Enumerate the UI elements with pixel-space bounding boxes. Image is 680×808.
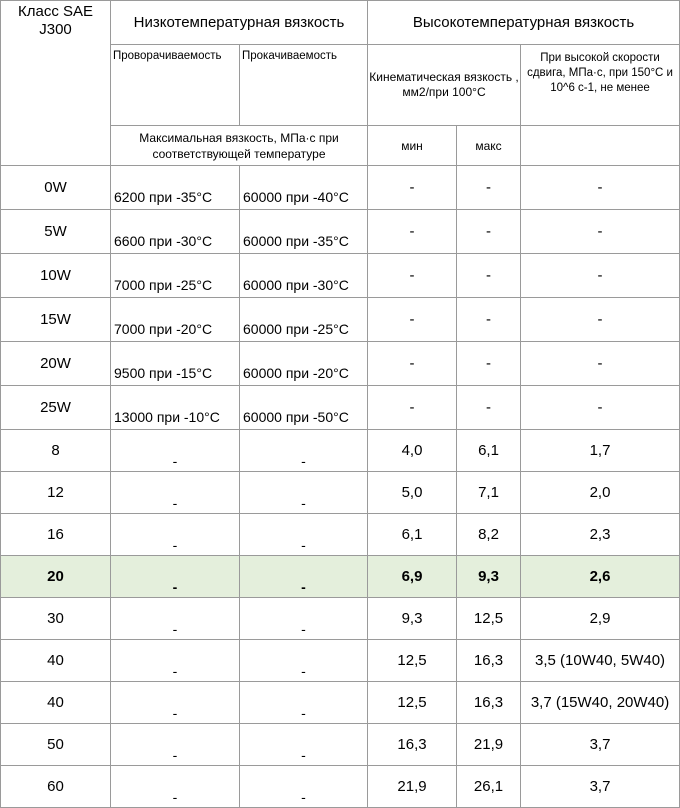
sae-class-cell: 60	[1, 766, 111, 808]
kinematic-min-cell: 16,3	[368, 724, 457, 766]
sae-class-header: Класс SAE J300	[1, 1, 111, 166]
pumping-header: Прокачиваемость	[240, 45, 368, 126]
kinematic-min-cell: 21,9	[368, 766, 457, 808]
kinematic-min-cell: -	[368, 342, 457, 386]
kinematic-max-cell: 16,3	[457, 682, 521, 724]
kinematic-max-cell: 12,5	[457, 598, 521, 640]
cranking-cell: -	[111, 766, 240, 808]
cranking-cell: 7000 при -25°С	[111, 254, 240, 298]
table-row	[1, 472, 680, 514]
sae-class-cell: 40	[1, 682, 111, 724]
sae-class-cell: 40	[1, 640, 111, 682]
pumping-cell: 60000 при -50°С	[240, 386, 368, 430]
hths-cell: 2,3	[521, 514, 680, 556]
kinematic-max-cell: 16,3	[457, 640, 521, 682]
sae-class-cell: 30	[1, 598, 111, 640]
low-temp-header: Низкотемпературная вязкость	[111, 1, 368, 45]
kinematic-max-cell: -	[457, 298, 521, 342]
sae-class-cell: 5W	[1, 210, 111, 254]
kinematic-header: Кинематическая вязкость , мм2/при 100°С	[368, 45, 521, 126]
cranking-cell: 7000 при -20°С	[111, 298, 240, 342]
pumping-cell: 60000 при -20°С	[240, 342, 368, 386]
kinematic-min-cell: 12,5	[368, 640, 457, 682]
kinematic-max-cell: 26,1	[457, 766, 521, 808]
pumping-cell: 60000 при -30°С	[240, 254, 368, 298]
kinematic-max-cell: 9,3	[457, 556, 521, 598]
cranking-cell: -	[111, 514, 240, 556]
table-row	[1, 430, 680, 472]
kinematic-max-cell: -	[457, 342, 521, 386]
table-row	[1, 556, 680, 598]
hths-cell: 3,7	[521, 724, 680, 766]
sae-class-cell: 50	[1, 724, 111, 766]
hths-cell: 2,6	[521, 556, 680, 598]
kinematic-min-cell: 6,1	[368, 514, 457, 556]
hths-cell: -	[521, 342, 680, 386]
pumping-cell: 60000 при -35°С	[240, 210, 368, 254]
hths-cell: 3,5 (10W40, 5W40)	[521, 640, 680, 682]
table-row	[1, 342, 680, 386]
sae-class-cell: 0W	[1, 166, 111, 210]
hths-cell: -	[521, 298, 680, 342]
cranking-cell: -	[111, 556, 240, 598]
hths-empty-header	[521, 126, 680, 166]
table-row	[1, 386, 680, 430]
kinematic-min-cell: 4,0	[368, 430, 457, 472]
table-row	[1, 682, 680, 724]
kinematic-max-cell: -	[457, 254, 521, 298]
kinematic-min-cell: -	[368, 298, 457, 342]
cranking-cell: -	[111, 682, 240, 724]
pumping-cell: -	[240, 556, 368, 598]
sae-class-cell: 10W	[1, 254, 111, 298]
pumping-cell: -	[240, 724, 368, 766]
sae-class-cell: 16	[1, 514, 111, 556]
kinematic-min-cell: 12,5	[368, 682, 457, 724]
table-row	[1, 166, 680, 210]
sae-class-cell: 15W	[1, 298, 111, 342]
cranking-cell: -	[111, 724, 240, 766]
kinematic-max-cell: 7,1	[457, 472, 521, 514]
min-header: мин	[368, 126, 457, 166]
hths-cell: 2,0	[521, 472, 680, 514]
pumping-cell: -	[240, 682, 368, 724]
pumping-cell: -	[240, 430, 368, 472]
kinematic-max-cell: -	[457, 386, 521, 430]
hths-cell: 3,7 (15W40, 20W40)	[521, 682, 680, 724]
hths-cell: -	[521, 386, 680, 430]
cranking-cell: 9500 при -15°С	[111, 342, 240, 386]
kinematic-min-cell: -	[368, 254, 457, 298]
kinematic-min-cell: 5,0	[368, 472, 457, 514]
kinematic-max-cell: -	[457, 210, 521, 254]
kinematic-min-cell: -	[368, 210, 457, 254]
table-row	[1, 514, 680, 556]
kinematic-max-cell: 8,2	[457, 514, 521, 556]
hths-cell: 1,7	[521, 430, 680, 472]
kinematic-min-cell: -	[368, 386, 457, 430]
cranking-header: Проворачиваемость	[111, 45, 240, 126]
sae-class-cell: 20	[1, 556, 111, 598]
kinematic-min-cell: -	[368, 166, 457, 210]
table-row	[1, 210, 680, 254]
high-temp-header: Высокотемпературная вязкость	[368, 1, 680, 45]
hths-cell: 2,9	[521, 598, 680, 640]
pumping-cell: -	[240, 640, 368, 682]
table-row	[1, 254, 680, 298]
table-row	[1, 598, 680, 640]
table-row	[1, 724, 680, 766]
max-header: макс	[457, 126, 521, 166]
table-body	[1, 166, 680, 808]
pumping-cell: -	[240, 472, 368, 514]
table-row	[1, 766, 680, 808]
cranking-cell: 6600 при -30°С	[111, 210, 240, 254]
hths-cell: -	[521, 254, 680, 298]
kinematic-max-cell: 6,1	[457, 430, 521, 472]
hths-cell: 3,7	[521, 766, 680, 808]
pumping-cell: -	[240, 766, 368, 808]
sae-class-cell: 8	[1, 430, 111, 472]
hths-header: При высокой скорости сдвига, МПа·с, при 150°С и 10^6 с-1, не менее	[521, 45, 680, 126]
header-row-1	[1, 1, 680, 45]
pumping-cell: 60000 при -25°С	[240, 298, 368, 342]
sae-class-cell: 25W	[1, 386, 111, 430]
pumping-cell: -	[240, 514, 368, 556]
hths-cell: -	[521, 166, 680, 210]
kinematic-min-cell: 6,9	[368, 556, 457, 598]
pumping-cell: 60000 при -40°С	[240, 166, 368, 210]
kinematic-max-cell: 21,9	[457, 724, 521, 766]
table-row	[1, 298, 680, 342]
max-viscosity-header: Максимальная вязкость, МПа·с при соответствующей температуре	[111, 126, 368, 166]
table-row	[1, 640, 680, 682]
pumping-cell: -	[240, 598, 368, 640]
sae-class-cell: 12	[1, 472, 111, 514]
cranking-cell: 6200 при -35°С	[111, 166, 240, 210]
kinematic-min-cell: 9,3	[368, 598, 457, 640]
cranking-cell: -	[111, 472, 240, 514]
hths-cell: -	[521, 210, 680, 254]
sae-class-cell: 20W	[1, 342, 111, 386]
kinematic-max-cell: -	[457, 166, 521, 210]
cranking-cell: -	[111, 430, 240, 472]
cranking-cell: -	[111, 598, 240, 640]
cranking-cell: 13000 при -10°С	[111, 386, 240, 430]
cranking-cell: -	[111, 640, 240, 682]
